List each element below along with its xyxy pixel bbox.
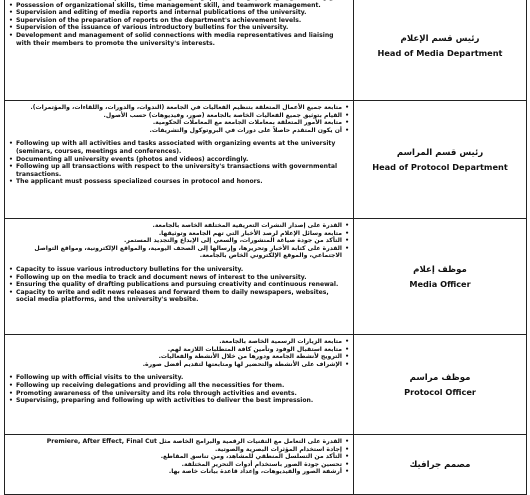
duties-english-list: [9, 2, 349, 48]
job-row: [5, 219, 527, 335]
job-duties-cell: [5, 219, 354, 335]
duty-arabic-item: • الإشراف على الأنشطة والتحضير لها ومتابعتها لتقديم أفضل صورة.: [9, 361, 349, 369]
duty-english-item: • Following up with all activities and tasks associated with organizing events at the university (seminars, courses, meetings and conferences).: [9, 140, 349, 155]
duties-english-list: [9, 140, 349, 186]
job-row: [5, 435, 527, 495]
job-row: [5, 335, 527, 435]
job-title-arabic: موظف مراسم: [409, 372, 471, 383]
job-duties-cell: [5, 101, 354, 219]
duty-english-item: • Supervision of the issuance of various introductory bulletins for the university.: [9, 24, 349, 32]
job-title-cell: [354, 219, 527, 335]
duty-arabic-item: • متابعة استقبال الوفود وتأمين كافة المتطلبات اللازمة لهم.: [9, 346, 349, 354]
duty-english-item: • Following up with official visits to the university.: [9, 374, 349, 382]
job-title-arabic: مصمم جرافيك: [409, 459, 471, 470]
duty-arabic-item: • الترويج لأنشطة الجامعة ودورها من خلال الأنشطة والفعاليات.: [9, 353, 349, 361]
duty-english-item: • Following up receiving delegations and providing all the necessities for them.: [9, 382, 349, 390]
job-title-english: Media Officer: [409, 278, 471, 289]
duties-arabic-list: [9, 222, 349, 260]
duty-arabic-item: • متابعة وسائل الإعلام لرصد الأخبار التي تهم الجامعة وتوثيقها.: [9, 230, 349, 238]
duty-arabic-item: • تحسين جودة الصور باستخدام أدوات التحرير المختلفة.: [9, 461, 349, 469]
duties-arabic-list: [9, 438, 349, 476]
job-duties-cell: [5, 335, 354, 435]
duty-english-item: • Promoting awareness of the university and its role through activities and events.: [9, 390, 349, 398]
duty-english-item: • Documenting all university events (photos and videos) accordingly.: [9, 156, 349, 164]
job-title-english: Head of Protocol Department: [372, 161, 508, 172]
job-duties-cell: [5, 0, 354, 101]
duty-arabic-item: • التأكد من التسلسل المنطقي للمشاهد، ومن تناسق المقاطع.: [9, 453, 349, 461]
duty-arabic-item: • متابعة جميع الأعمال المتعلقة بتنظيم الفعاليات في الجامعة (الندوات، والدورات، واللقاءات، والمؤتمرات).: [9, 104, 349, 112]
job-row: [5, 0, 527, 101]
job-descriptions-table: [4, 0, 527, 495]
duty-english-item: • The applicant must possess specialized courses in protocol and honors.: [9, 178, 349, 186]
duty-arabic-item: • متابعة الزيارات الرسمية الخاصة بالجامعة.: [9, 338, 349, 346]
job-title-english: Protocol Officer: [404, 386, 476, 397]
duty-english-item: • Ensuring the quality of drafting publications and pursuing creativity and continuous renewal.: [9, 281, 349, 289]
job-title-cell: [354, 101, 527, 219]
duty-arabic-item: • التأكد من جودة صياغة المنشورات، والسعي إلى الإبداع والتجديد المستمر.: [9, 237, 349, 245]
job-title-cell: [354, 335, 527, 435]
job-title-arabic: موظف إعلام: [413, 264, 467, 275]
duty-arabic-item: • أرشفة الصور والفيديوهات، وإعداد قاعدة بيانات خاصة بها.: [9, 468, 349, 476]
duty-arabic-item: • إجادة استخدام المؤثرات البصرية والصوتية.: [9, 446, 349, 454]
duty-english-item: • Supervising, preparing and following up with activities to deliver the best impression.: [9, 397, 349, 405]
job-row: [5, 101, 527, 219]
duties-english-list: [9, 266, 349, 304]
job-title-arabic: رئيس قسم الإعلام: [400, 33, 480, 44]
duty-english-item: • Supervision and editing of media reports and internal publications of the university.: [9, 9, 349, 17]
duty-english-item: • Possession of organizational skills, time management skill, and teamwork management.: [9, 2, 349, 10]
duties-english-list: [9, 374, 349, 404]
duty-arabic-item: • أن يكون المتقدم حاصلاً على دورات في البروتوكول والتشريفات.: [9, 127, 349, 135]
job-duties-cell: [5, 435, 354, 495]
job-title-cell: [354, 0, 527, 101]
duty-english-item: • Capacity to issue various introductory bulletins for the university.: [9, 266, 349, 274]
job-title-english: Head of Media Department: [377, 47, 503, 58]
duty-arabic-item: • القدرة على التعامل مع التقنيات الرقمية والبرامج الخاصة مثل Premiere, After Effect, Final Cut: [9, 438, 349, 446]
duty-english-item: • Development and management of solid connections with media representatives and liaising with their members to promote the university's interests.: [9, 32, 349, 47]
duties-arabic-list: [9, 104, 349, 134]
duty-arabic-item: • القدرة على كتابة الأخبار وتحريرها، وإرسالها إلى الصحف اليومية، والمواقع الإلكترونية، ومواقع التواصل الاجتماعي، والموقع الإلكتروني الخاص بالجامعة.: [9, 245, 349, 260]
duty-english-item: • Capacity to write and edit news releases and forward them to daily newspapers, websites, social media platforms, and the university's website.: [9, 289, 349, 304]
duty-arabic-item: • متابعة الأمور المتعلقة بمعاملات الجامعة مع المعاملات الحكومية.: [9, 119, 349, 127]
duty-english-item: • Following up all transactions with respect to the university's transactions with governmental transactions.: [9, 163, 349, 178]
duty-arabic-item: • القيام بتوثيق جميع الفعاليات الخاصة بالجامعة (صور، وفيديوهات) حسب الأصول.: [9, 112, 349, 120]
job-title-cell: [354, 435, 527, 495]
duty-english-item: • Following up on the media to track and document news of interest to the university.: [9, 274, 349, 282]
duty-arabic-item: • القدرة على إصدار النشرات التعريفية المختلفة الخاصة بالجامعة.: [9, 222, 349, 230]
duties-arabic-list: [9, 338, 349, 368]
job-rows: [5, 0, 527, 495]
duty-english-item: • Supervision of the preparation of reports on the department's achievement levels.: [9, 17, 349, 25]
job-title-arabic: رئيس قسم المراسم: [396, 147, 484, 158]
